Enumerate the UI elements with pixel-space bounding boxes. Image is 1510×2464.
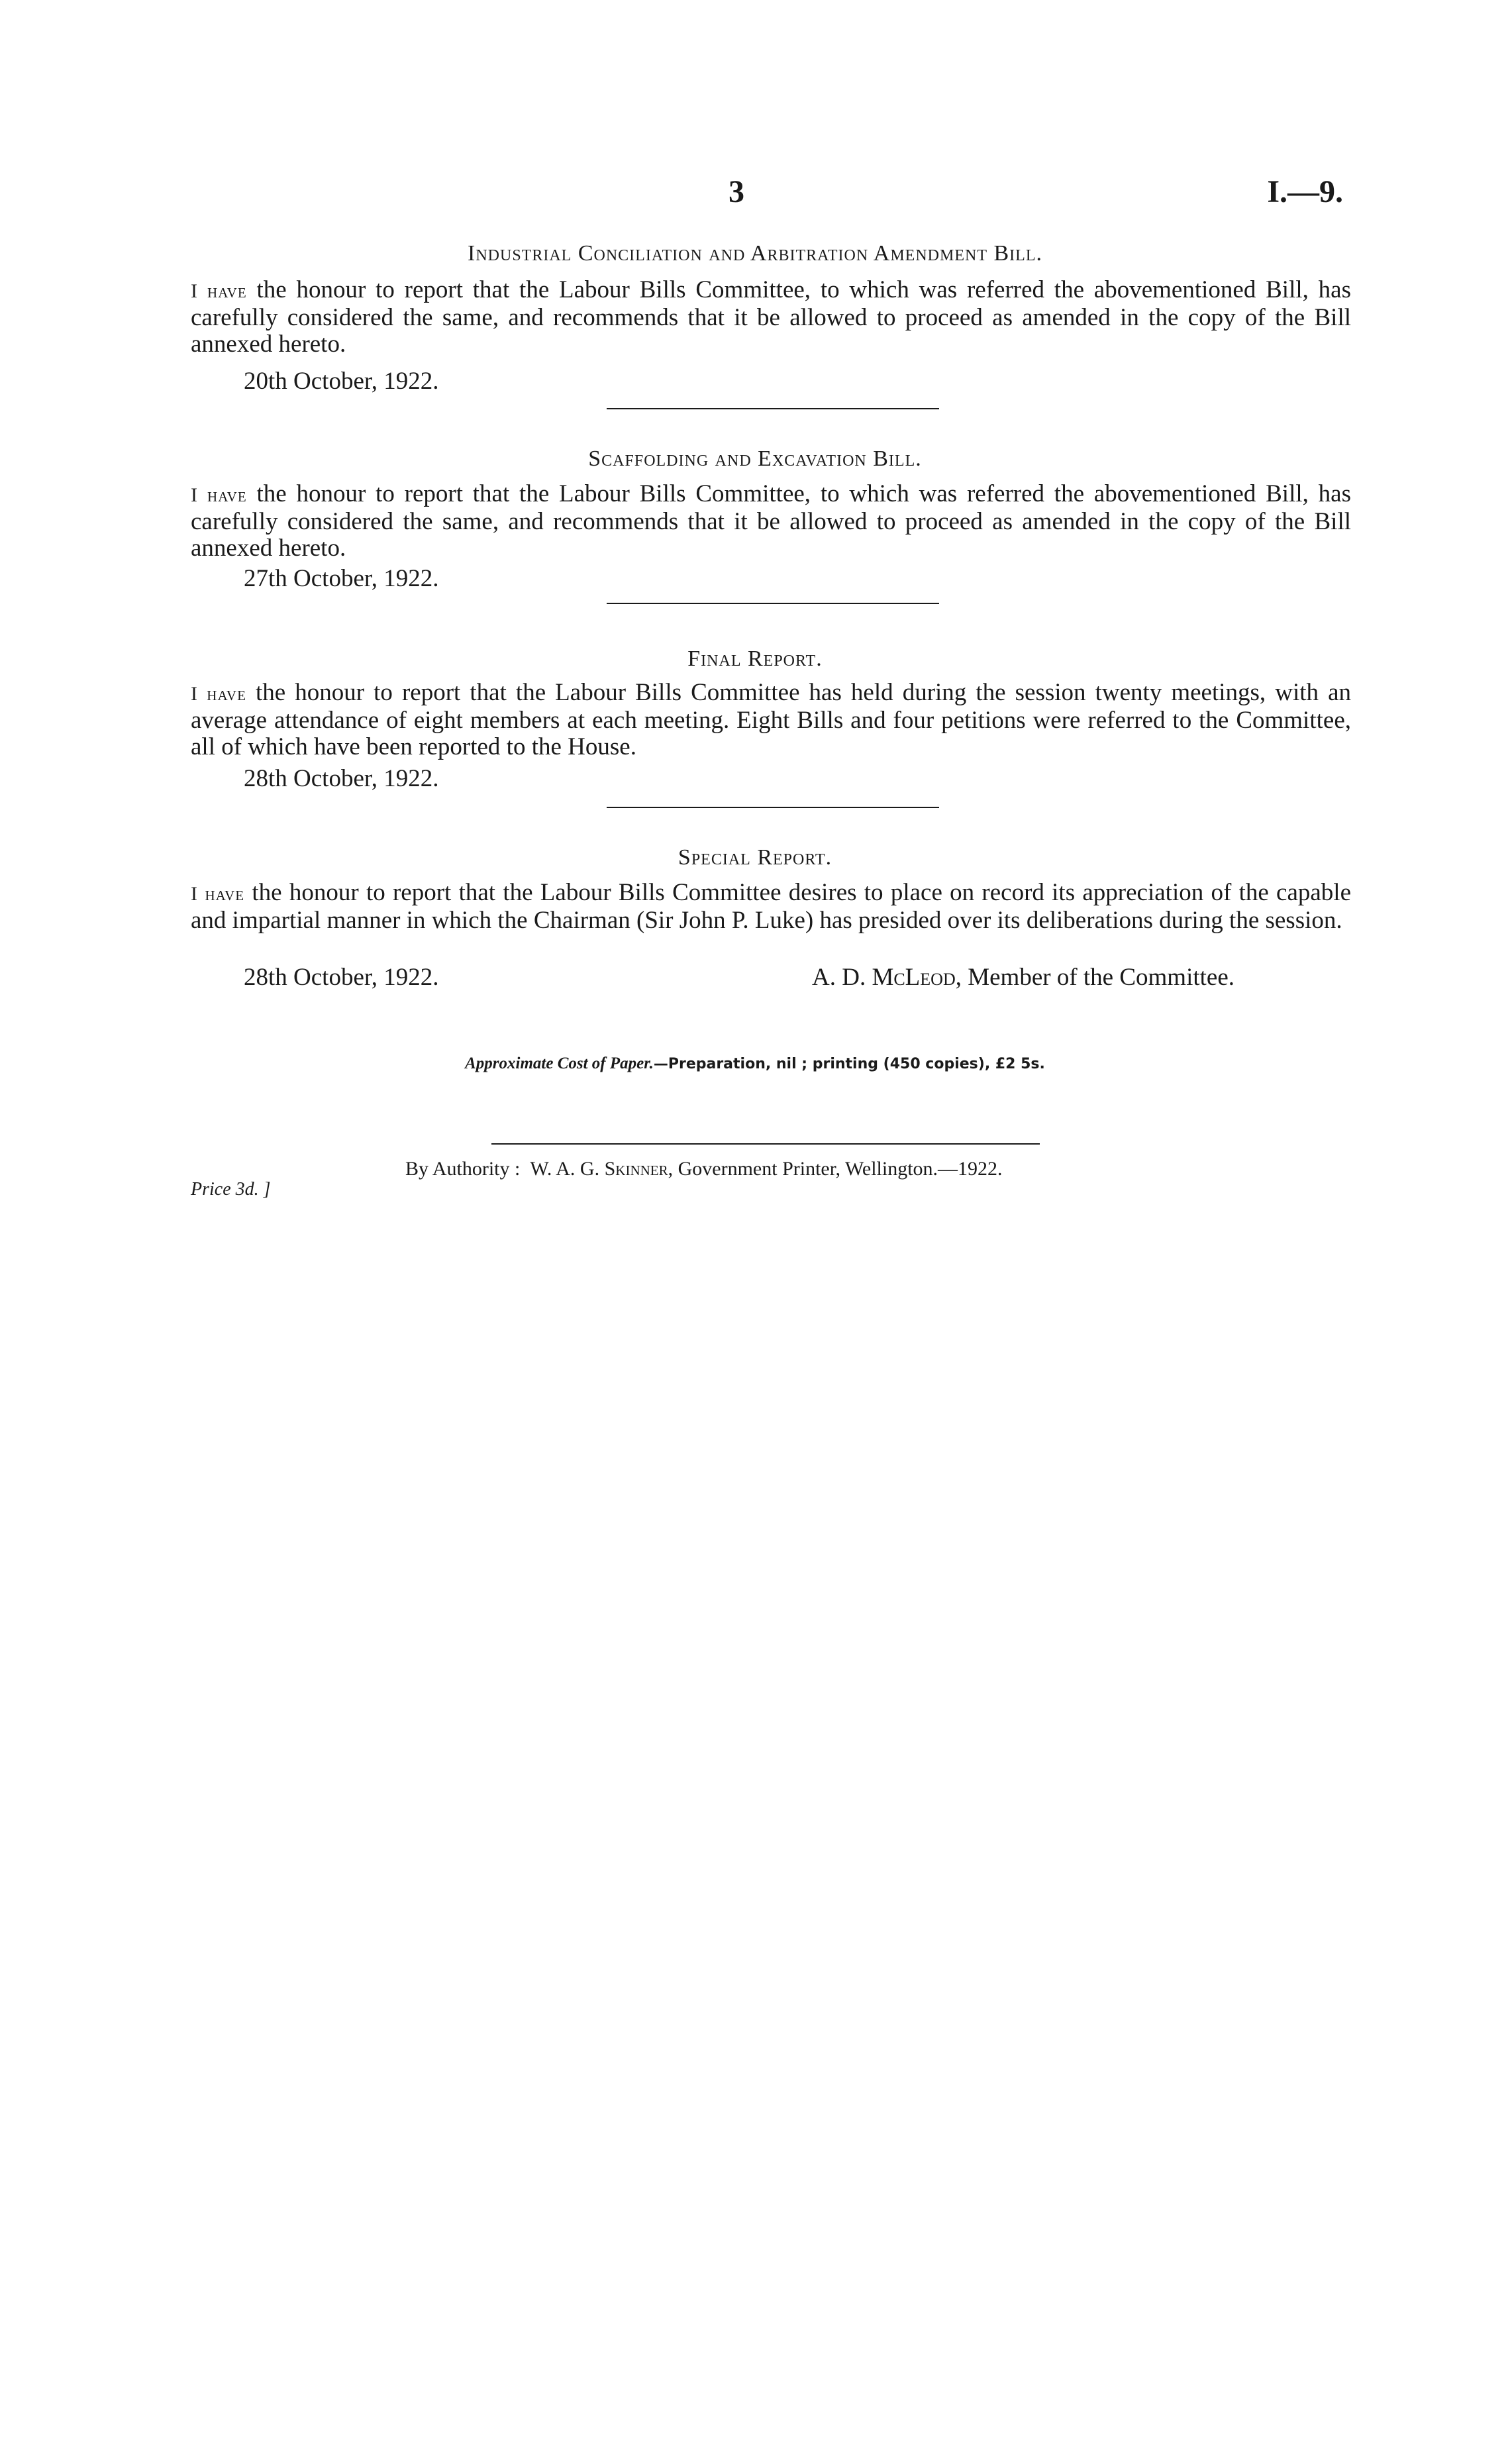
section-heading-scaffolding: Scaffolding and Excavation Bill. bbox=[588, 446, 922, 471]
paragraph-text: the honour to report that the Labour Bills Committee desires to place on record its appreciation of the capable and impartial manner in which the Chairman (Sir John P. Luke) has presided over its deliberations during the session. bbox=[191, 879, 1352, 934]
cost-of-paper-note bbox=[0, 1054, 1510, 1073]
paragraph-text: the honour to report that the Labour Bills Committee has held during the session twenty meetings, with an average attendance of eight members at each meeting. Eight Bills and four petitions were referred to the Committee, all of which have been reported to the House. bbox=[191, 679, 1351, 760]
paragraph-opener: I have bbox=[191, 484, 247, 506]
authority-suffix: , Government Printer, Wellington.—1922. bbox=[668, 1158, 1003, 1180]
price-label: Price 3d. ] bbox=[191, 1179, 271, 1200]
printer-name: W. A. G. Skinner bbox=[530, 1158, 668, 1180]
cost-label: Approximate Cost of Paper. bbox=[465, 1054, 654, 1072]
section-divider bbox=[607, 603, 939, 604]
document-reference: I.—9. bbox=[1267, 174, 1343, 209]
authority-prefix: By Authority : bbox=[405, 1158, 521, 1180]
signature bbox=[812, 963, 1234, 992]
section-heading-special-report: Special Report. bbox=[678, 845, 832, 870]
cost-text: —Preparation, nil ; printing (450 copies), £2 5s. bbox=[653, 1056, 1045, 1072]
footer-divider bbox=[491, 1143, 1040, 1145]
printer-authority bbox=[405, 1158, 1003, 1180]
section-heading-industrial-conciliation: Industrial Conciliation and Arbitration Amendment Bill. bbox=[468, 241, 1042, 266]
section-date: 20th October, 1922. bbox=[244, 368, 439, 395]
paragraph-opener: I have bbox=[191, 683, 246, 705]
section-date: 27th October, 1922. bbox=[244, 565, 439, 592]
section-date: 28th October, 1922. bbox=[244, 964, 439, 991]
section-body-special-report bbox=[191, 880, 1351, 934]
paragraph-opener: I have bbox=[191, 280, 247, 302]
signatory-role: , Member of the Committee. bbox=[955, 964, 1235, 991]
paragraph-text: the honour to report that the Labour Bills Committee, to which was referred the abovementioned Bill, has carefully considered the same, and recommends that it be allowed to proceed as amended in the copy of the Bill annexed hereto. bbox=[191, 480, 1351, 562]
signatory-name: A. D. McLeod bbox=[812, 964, 956, 991]
section-divider bbox=[607, 807, 939, 808]
paragraph-opener: I have bbox=[191, 883, 245, 905]
section-body-final-report bbox=[191, 680, 1351, 760]
section-body-scaffolding bbox=[191, 481, 1351, 562]
section-date: 28th October, 1922. bbox=[244, 765, 439, 792]
page-number: 3 bbox=[729, 174, 744, 209]
paragraph-text: the honour to report that the Labour Bills Committee, to which was referred the abovementioned Bill, has carefully considered the same, and recommends that it be allowed to proceed as amended in the copy of the Bill annexed hereto. bbox=[191, 276, 1351, 358]
section-body-industrial-conciliation bbox=[191, 277, 1351, 358]
section-heading-final-report: Final Report. bbox=[687, 646, 823, 671]
section-divider bbox=[607, 408, 939, 409]
